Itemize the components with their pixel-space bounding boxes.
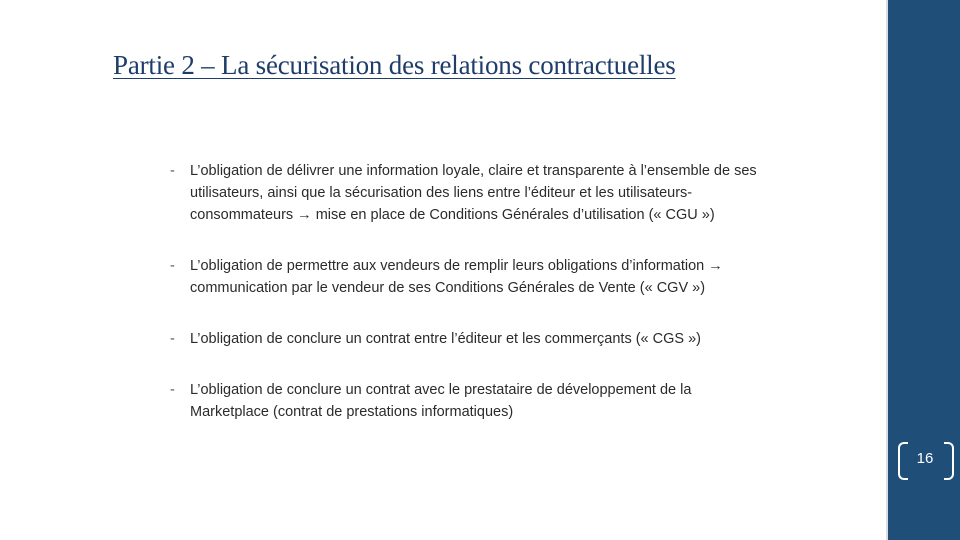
right-bracket-icon — [944, 442, 954, 480]
bullet-item — [170, 328, 760, 350]
bullet-item — [170, 379, 760, 423]
bullet-text: L’obligation de conclure un contrat avec le prestataire de développement de la Marketplace (contrat de prestations informatiques) — [190, 382, 692, 420]
bullet-marker: - — [170, 163, 175, 179]
slide-title: Partie 2 – La sécurisation des relations contractuelles — [113, 50, 676, 80]
bullet-marker: - — [170, 331, 175, 347]
bullet-text: L’obligation de délivrer une information loyale, claire et transparente à l’ensemble de ses utilisateurs, ainsi que la sécurisation des liens entre l’éditeur et les utilisateurs-consommateurs → mise en place de Conditions Générales d’utilisation (« CGU ») — [190, 163, 757, 223]
bullet-marker: - — [170, 382, 175, 398]
bullet-item — [170, 255, 760, 299]
page-number — [892, 442, 956, 478]
page-number-text: 16 — [916, 450, 934, 467]
bullet-item — [170, 160, 760, 226]
bullet-marker: - — [170, 258, 175, 274]
bullet-list — [170, 160, 760, 423]
bullet-text: L’obligation de permettre aux vendeurs de remplir leurs obligations d’information → communication par le vendeur de ses Conditions Générales de Vente (« CGV ») — [190, 258, 723, 296]
bullet-text: L’obligation de conclure un contrat entre l’éditeur et les commerçants (« CGS ») — [190, 331, 701, 347]
